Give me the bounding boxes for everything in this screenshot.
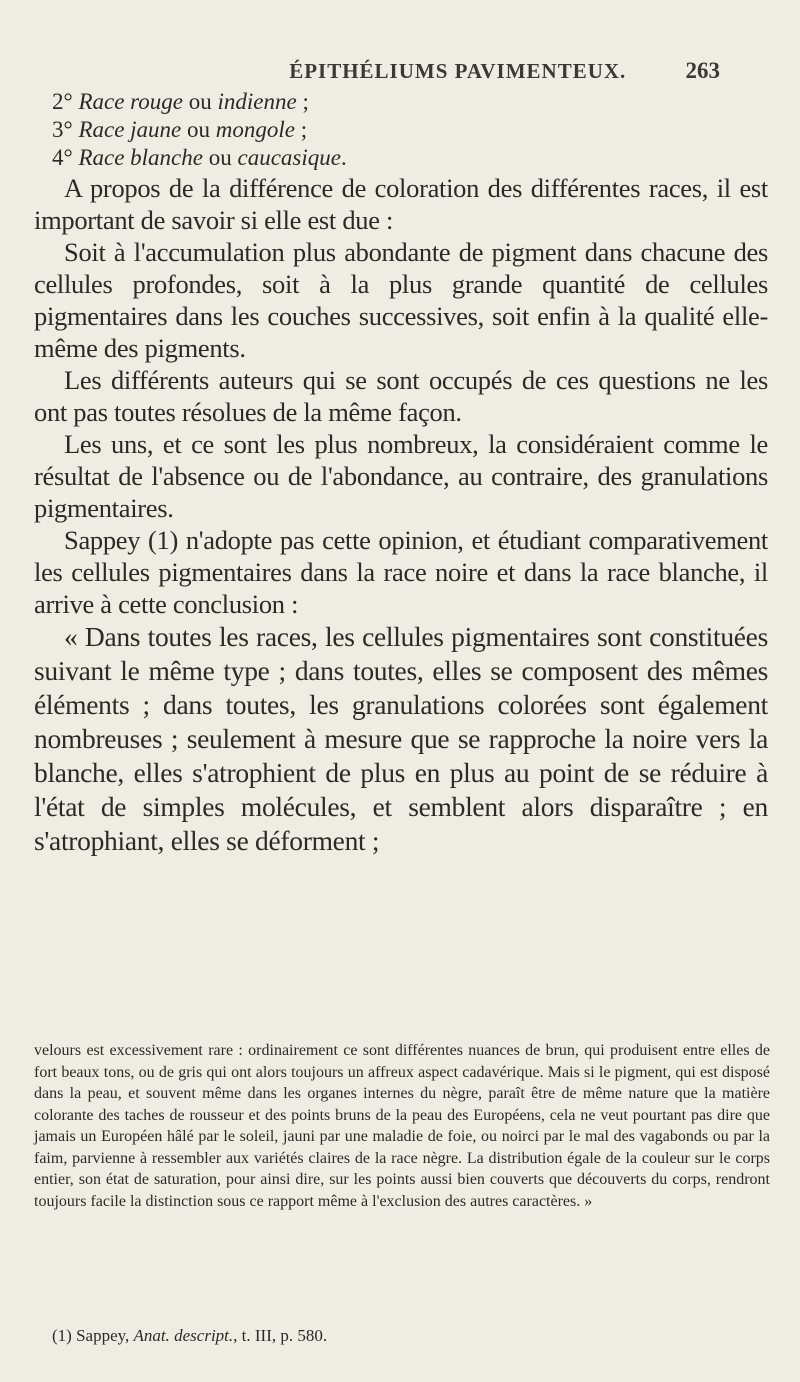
running-head: ÉPITHÉLIUMS PAVIMENTEUX. [289,59,627,83]
list-item: 2° Race rouge ou indienne ; [52,89,309,114]
race-list [52,88,772,172]
list-item: 4° Race blanche ou caucasique. [52,145,347,170]
paragraph: Soit à l'accumulation plus abondante de pigment dans chacune des cellules profondes, soit à la plus grande quantité de cellules pigmentaires dans les couches successives, soit enfin à la qualité elle-même des pigments. [34,237,768,363]
paragraph: Sappey (1) n'adopte pas cette opinion, et étudiant comparativement les cellules pigmentaires dans la race noire et dans la race blanche, il arrive à cette conclusion : [34,525,768,619]
main-text [34,172,768,858]
reference-note: (1) Sappey, Anat. descript., t. III, p. 580. [52,1326,328,1345]
footnote [34,1040,770,1212]
paragraph: Les uns, et ce sont les plus nombreux, la considéraient comme le résultat de l'absence ou de l'abondance, au contraire, des granulations pigmentaires. [34,429,768,523]
paragraph: Les différents auteurs qui se sont occupés de ces questions ne les ont pas toutes résolues de la même façon. [34,365,768,427]
list-item: 3° Race jaune ou mongole ; [52,117,308,142]
page-header [230,58,720,84]
paragraph: A propos de la différence de coloration des différentes races, il est important de savoir si elle est due : [34,173,768,235]
page-number: 263 [685,58,720,83]
quotation: « Dans toutes les races, les cellules pigmentaires sont constituées suivant le même type ; dans toutes, elles se composent des mêmes éléments ; dans toutes, les granulations colorées sont également nombreuses ; seulement à mesure que se rapproche la noire vers la blanche, elles s'atrophient de plus en plus au point de se réduire à l'état de simples molécules, et semblent alors disparaître ; en s'atrophiant, elles se déforment ; [34,621,768,856]
footnote-text: velours est excessivement rare : ordinairement ce sont différentes nuances de brun, qui produisent entre elles de fort beaux tons, ou de gris qui ont alors toujours un affreux aspect cadavérique. Mais si le pigment, qui est disposé dans la peau, et souvent même dans les organes internes du nègre, paraît être de même nature que la matière colorante des taches de rousseur et des points bruns de la peau des Européens, cela ne veut pourtant pas dire que jamais un Européen hâlé par le soleil, jauni par une maladie de foie, ou noirci par le mal des vagabonds ou par la faim, parvienne à ressembler aux variétés claires de la race nègre. La distribution égale de la couleur sur le corps entier, son état de saturation, pour ainsi dire, sur les points aussi bien couverts que découverts du corps, rendront toujours facile la distinction sous ce rapport même à l'exclusion des autres caractères. » [34,1042,770,1210]
